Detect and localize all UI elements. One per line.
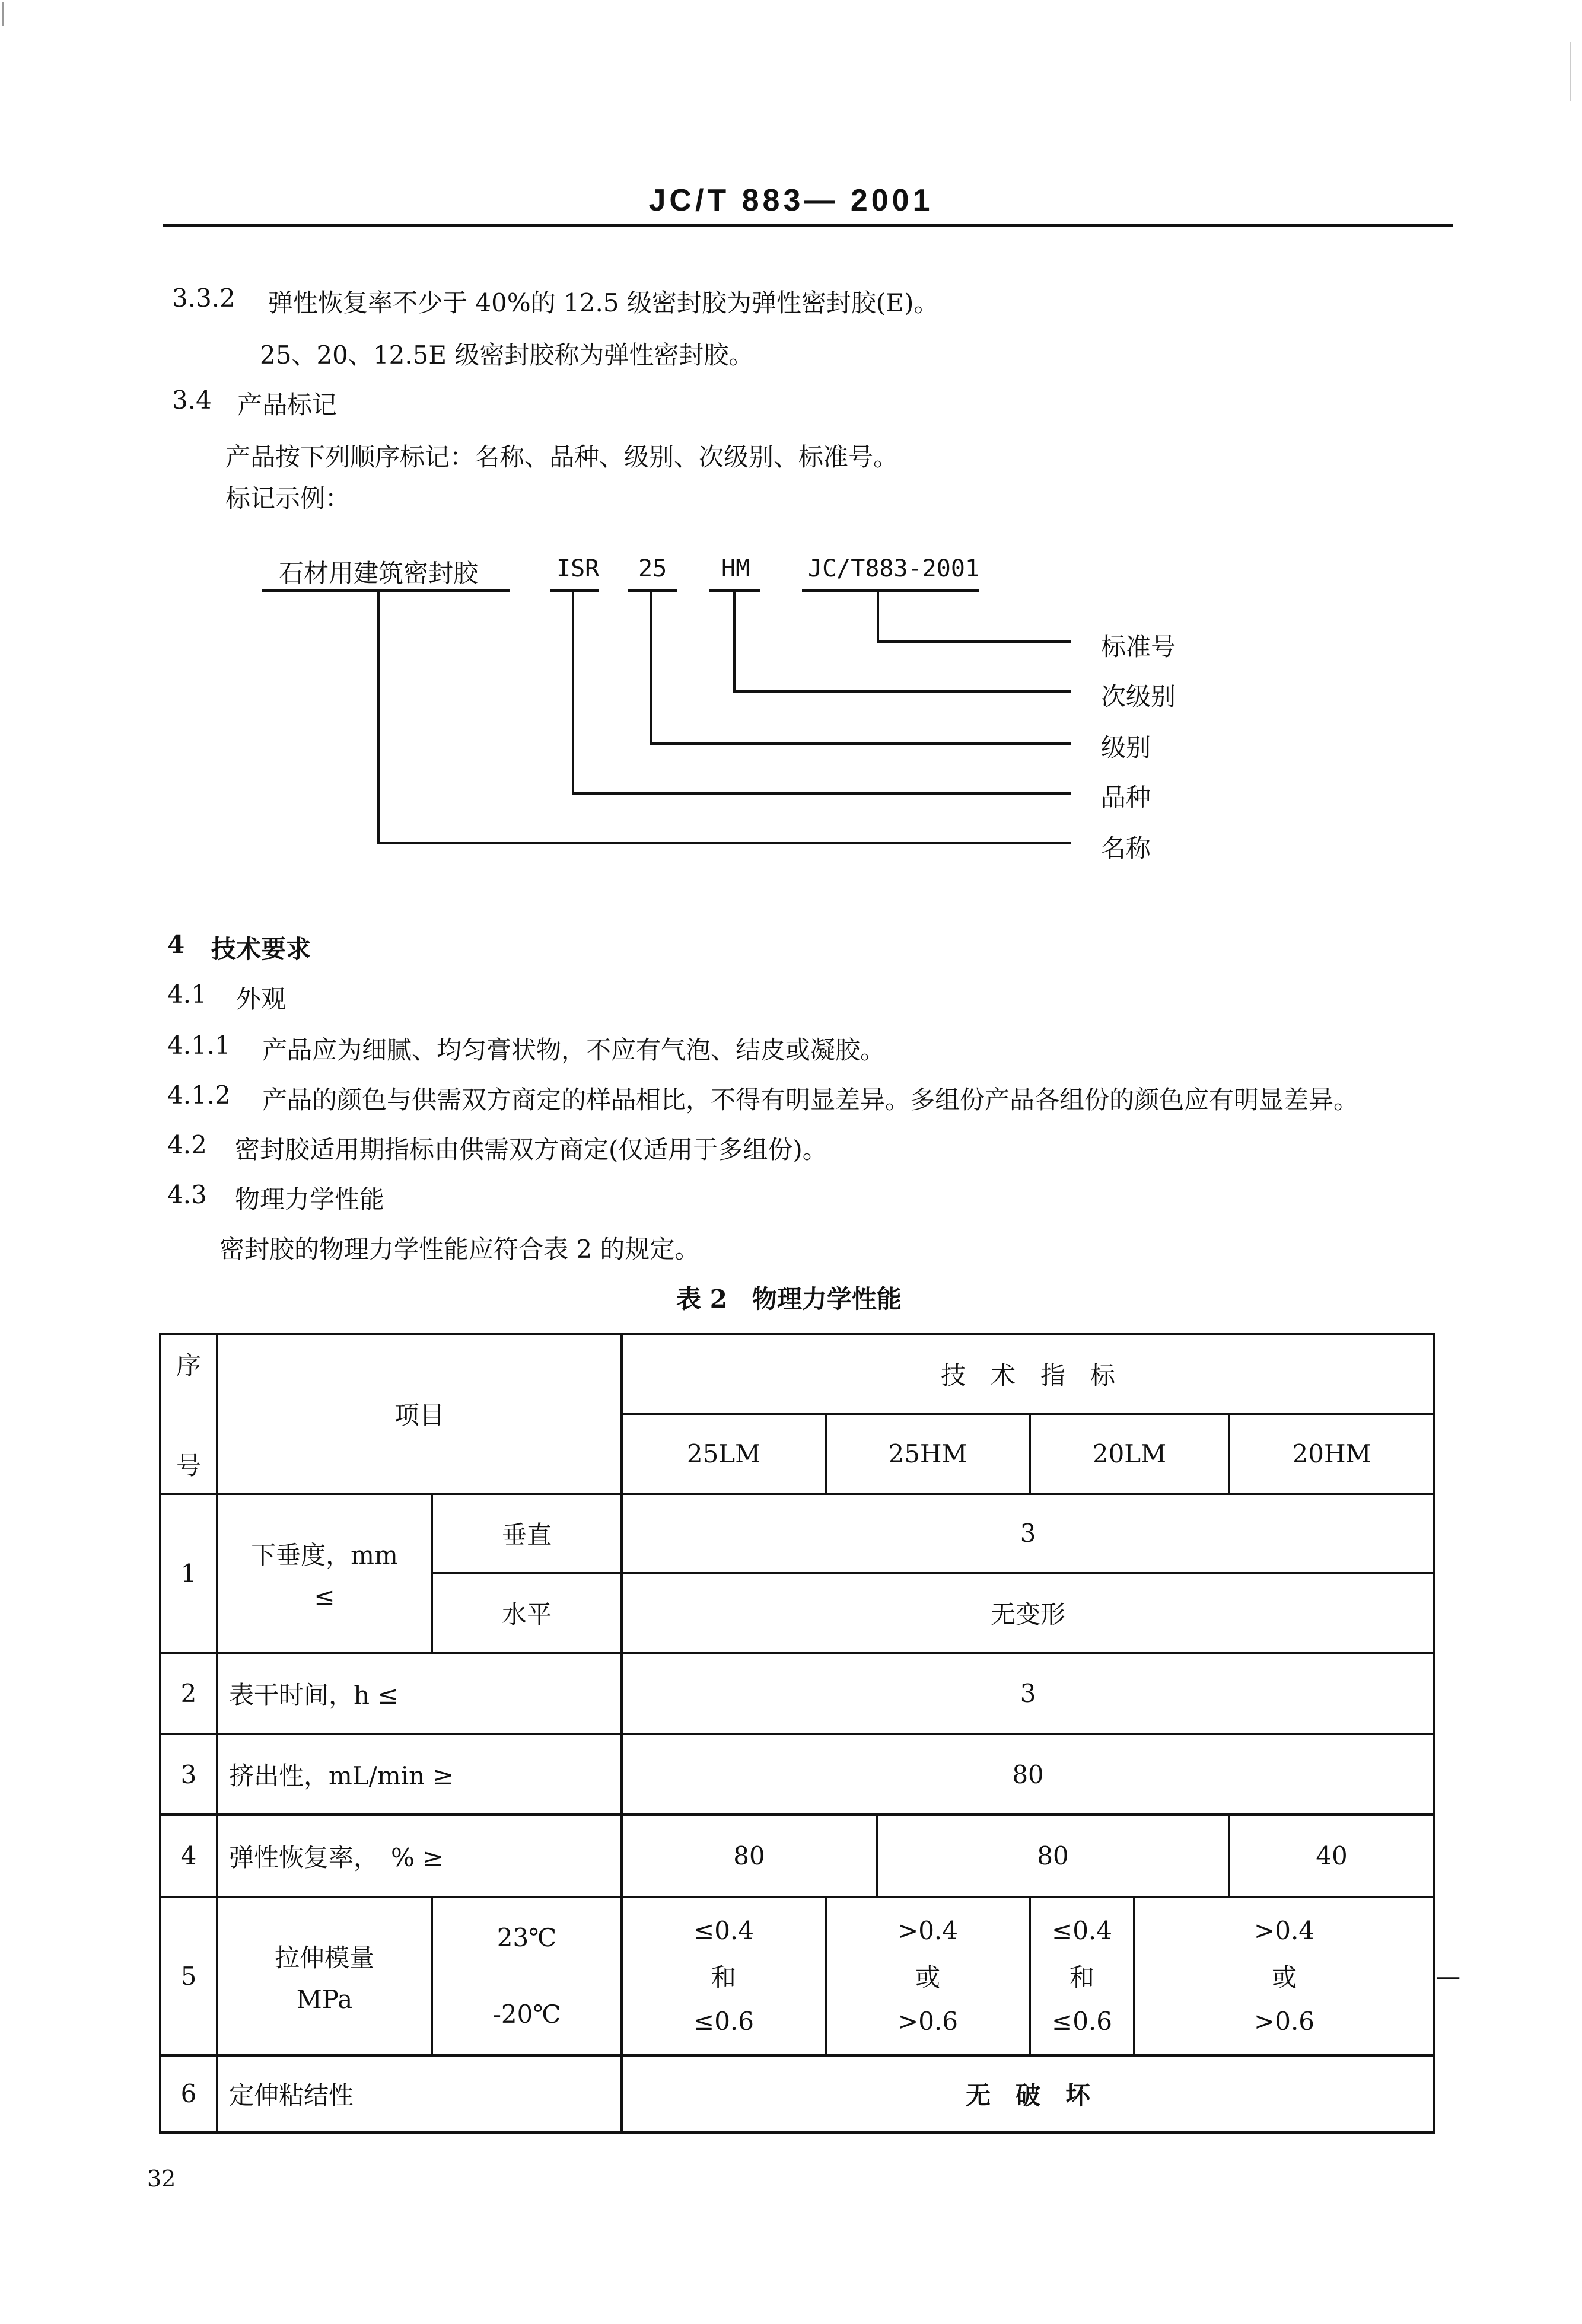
leader-standard [878,591,1071,642]
row5-item [217,1897,432,2055]
row4-value-lm25: 80 [622,1815,877,1896]
row5-cell-25hm [826,1897,1030,2055]
section-4-title: 技术要求 [211,935,311,964]
header-technical-indicators: 技 术 指 标 [622,1334,1434,1414]
marking-label-standard: 标准号 [1101,632,1176,661]
clause-4-3-number: 4.3 [167,1180,207,1209]
row5-temperatures [432,1897,622,2055]
clause-3-3-2-continuation: 25、20、12.5E 级密封胶称为弹性密封胶。 [260,340,754,369]
row1-sub-vertical: 垂直 [432,1494,622,1573]
marking-diagram [0,0,1582,890]
grade-25lm: 25LM [622,1414,826,1493]
row3-number: 3 [160,1734,217,1815]
row5-cell-25hm-l3: >0.6 [897,2007,959,2036]
row5-temp-23: 23℃ [496,1923,557,1953]
row1-sub-horizontal: 水平 [432,1573,622,1653]
row5-cell-25lm-l3: ≤0.6 [693,2007,755,2036]
grade-25hm: 25HM [826,1414,1030,1493]
row5-cell-20hm-l2: 或 [1272,1963,1297,1993]
marking-label-grade: 级别 [1101,733,1151,762]
row3-value: 80 [622,1734,1434,1815]
row5-cell-25lm-l1: ≤0.4 [693,1916,755,1946]
row6-number: 6 [160,2055,217,2132]
row1-item-line1: 下垂度，mm [251,1540,398,1570]
row5-cell-20hm [1134,1897,1434,2055]
clause-3-4-text: 产品按下列顺序标记：名称、品种、级别、次级别、标准号。 [225,442,899,471]
row5-number: 5 [160,1897,217,2055]
physical-mechanical-properties-table: 序 号 项目 技 术 指 标 25LM 25HM 20LM 20HM 1 下垂度，mm ≤ 垂直 3 水平 无变形 2 表干时间，h ≤ 3 3 挤出性，mL/min ≥ 80 4 弹性恢复率， % ≥ 80 80 40 5 拉伸模量 MPa 23℃ -20℃ ≤0.4 和 ≤0.6 >0.4 或 >0.6 ≤0.4 和 ≤0.6 >0.4 或 >0.6 — 6 定伸粘结性 无 破 坏 [159,1333,1435,2134]
clause-4-3-text: 密封胶的物理力学性能应符合表 2 的规定。 [219,1235,700,1264]
row5-cell-25lm-l2: 和 [711,1963,737,1993]
marking-part-name: 石材用建筑密封胶 [279,559,479,588]
row5-temp-minus20: -20℃ [492,2000,561,2029]
row1-number: 1 [160,1494,217,1653]
row6-value: 无 破 坏 [622,2055,1434,2132]
row5-cell-20lm [1030,1897,1134,2055]
row4-number: 4 [160,1815,217,1896]
scan-mark [1570,42,1571,101]
row6-item: 定伸粘结性 [217,2055,622,2132]
row5-cell-25hm-l2: 或 [915,1963,941,1993]
marking-part-variety: ISR [556,555,600,582]
row5-cell-20hm-l1: >0.4 [1254,1916,1315,1946]
row2-value: 3 [622,1653,1434,1734]
header-item: 项目 [217,1334,622,1494]
clause-3-3-2-text: 弹性恢复率不少于 40%的 12.5 级密封胶为弹性密封胶(E)。 [268,288,939,317]
marking-label-variety: 品种 [1101,783,1151,812]
row5-item-line2: MPa [296,1984,353,2014]
row4-value-20hm: 40 [1229,1815,1434,1896]
row5-cell-20lm-l2: 和 [1069,1963,1095,1993]
section-4-number: 4 [167,930,185,959]
clause-3-4-title: 产品标记 [237,390,338,419]
clause-4-1-2-number: 4.1.2 [167,1080,231,1110]
row1-value-horizontal: 无变形 [622,1573,1434,1653]
clause-4-2-text: 密封胶适用期指标由供需双方商定(仅适用于多组份)。 [235,1135,827,1164]
row5-cell-25hm-l1: >0.4 [897,1916,959,1946]
grade-20lm: 20LM [1030,1414,1229,1493]
row4-value-hm: 80 [877,1815,1229,1896]
header-seq-top: 序 [176,1351,201,1380]
row1-value-vertical: 3 [622,1494,1434,1573]
row4-item: 弹性恢复率， % ≥ [217,1815,622,1896]
marking-label-subgrade: 次级别 [1101,682,1176,711]
leader-grade [651,591,1071,744]
grade-20hm: 20HM [1229,1414,1434,1493]
clause-4-3-title: 物理力学性能 [235,1185,385,1214]
marking-label-name: 名称 [1101,834,1151,863]
row1-item-line2: ≤ [314,1582,335,1611]
header-seq-bottom: 号 [176,1450,201,1480]
row3-item: 挤出性，mL/min ≥ [217,1734,622,1815]
row5-cell-20lm-l1: ≤0.4 [1052,1916,1113,1946]
clause-4-1-1-number: 4.1.1 [167,1031,231,1060]
marking-part-subgrade: HM [721,555,750,582]
clause-4-1-title: 外观 [236,984,287,1013]
row1-item [217,1494,432,1653]
header-seq-cell [160,1334,217,1494]
marking-example-label: 标记示例： [225,484,351,513]
clause-4-2-number: 4.2 [167,1130,207,1159]
clause-4-1-2-text: 产品的颜色与供需双方商定的样品相比，不得有明显差异。多组份产品各组份的颜色应有明显差异。 [262,1085,1359,1114]
standard-number-header: JC/T 883— 2001 [648,183,934,218]
table-caption: 表 2 物理力学性能 [676,1284,902,1314]
page-number: 32 [147,2166,176,2192]
clause-4-1-number: 4.1 [167,980,207,1009]
marking-part-standard: JC/T883-2001 [808,555,979,582]
leader-name [378,591,1071,843]
row5-cell-20hm-l3: >0.6 [1254,2007,1315,2036]
row5-cell-25lm [622,1897,826,2055]
clause-4-1-1-text: 产品应为细腻、均匀膏状物，不应有气泡、结皮或凝胶。 [262,1035,886,1064]
row5-item-line1: 拉伸模量 [274,1943,374,1972]
clause-3-3-2-number: 3.3.2 [172,283,235,313]
row2-number: 2 [160,1653,217,1734]
clause-3-4-number: 3.4 [172,385,212,415]
marking-part-grade: 25 [638,555,667,582]
row5-cell-20lm-l3: ≤0.6 [1052,2007,1113,2036]
scan-mark [2,2,4,26]
row2-item: 表干时间，h ≤ [217,1653,622,1734]
